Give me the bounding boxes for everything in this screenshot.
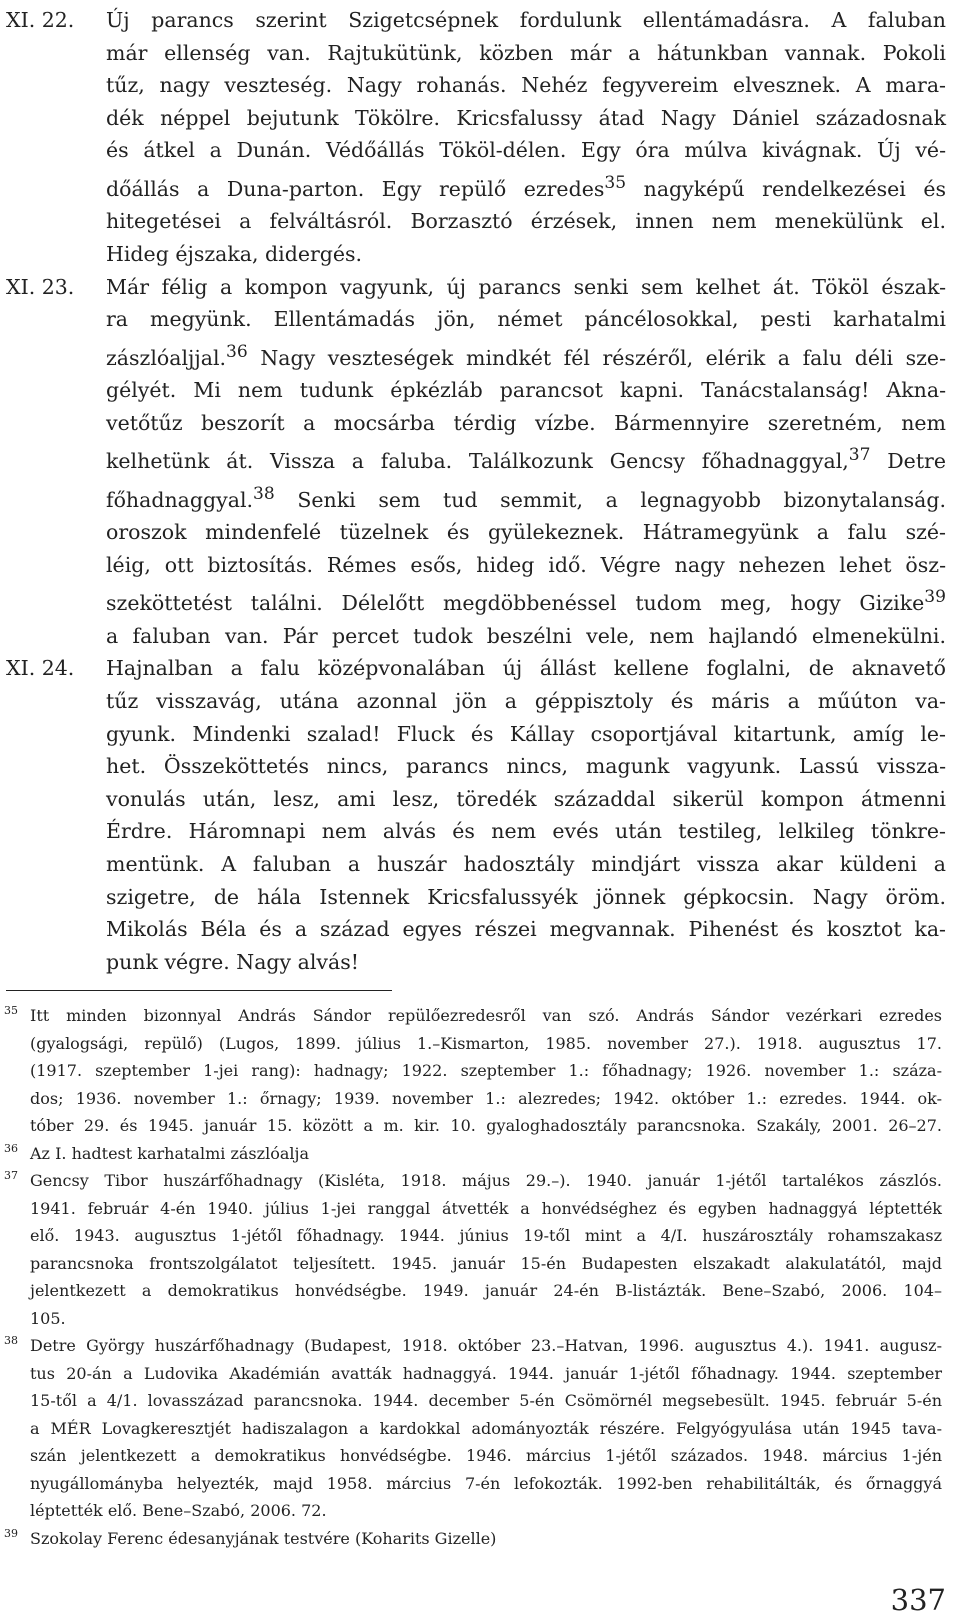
footnote-ref: 38 (253, 483, 275, 504)
footnote-text (30, 1140, 942, 1168)
footnote-line: léptették elő. Bene–Szabó, 2006. 72. (30, 1501, 327, 1520)
footnotes (4, 1002, 942, 1552)
footnote-line: dos; 1936. november 1.: őrnagy; 1939. november 1.: alezredes; 1942. október 1.: ezredes. 1944. ok- (30, 1088, 942, 1108)
text-line: punk végre. Nagy alvás! (106, 949, 359, 974)
line-part: dőállás a Duna-parton. Egy repülő ezredes (106, 176, 605, 201)
footnote-line: Detre György huszárfőhadnagy (Budapest, 1918. október 23.–Hatvan, 1996. augusztus 4.). 1941. augusz- (30, 1336, 942, 1355)
footnote-number: 35 (4, 1004, 18, 1017)
footnote (4, 1167, 942, 1332)
footnote-line: 105. (30, 1308, 66, 1328)
footnote-text (30, 1525, 942, 1553)
footnote-text (30, 1332, 942, 1525)
text-line: het. Összeköttetés nincs, parancs nincs, magunk vagyunk. Lassú vissza- (106, 754, 946, 779)
footnote-line: Szokolay Ferenc édesanyjának testvére (Koharits Gizelle) (30, 1528, 497, 1548)
footnote (4, 1140, 942, 1168)
line-part: Nagy veszteségek mindkét fél részéről, elérik a falu déli sze- (247, 345, 946, 370)
text-line (106, 478, 946, 516)
footnote-line: Az I. hadtest karhatalmi zászlóalja (30, 1143, 309, 1163)
footnote-ref: 37 (848, 445, 871, 466)
text-line: Érdre. Háromnapi nem alvás és nem evés után testileg, lelkileg tönkre- (106, 819, 946, 844)
footnote-ref: 39 (924, 587, 946, 608)
footnote-line: 15-től a 4/1. lovasszázad parancsnoka. 1944. december 5-én Csömörnél megsebesült. 1945. február 5-én (30, 1391, 942, 1410)
text-line (106, 581, 946, 619)
entry-date: XI. 22. (6, 8, 75, 32)
footnote-text (30, 1167, 942, 1332)
text-line: léig, ott biztosítás. Rémes esős, hideg idő. Végre nagy nehezen lehet ösz- (106, 552, 946, 577)
diary-entry (6, 652, 946, 978)
text-line: gyunk. Mindenki szalad! Fluck és Kállay csoportjával kitartunk, amíg le- (106, 721, 946, 746)
text-line: dék néppel bejutunk Tökölre. Kricsfalussy átad Nagy Dániel századosnak (106, 105, 946, 130)
footnote-line: (gyalogsági, repülő) (Lugos, 1899. július 1.–Kismarton, 1985. november 27.). 1918. augusztus 17. (30, 1033, 942, 1053)
diary-entry (6, 271, 946, 653)
text-line (106, 167, 946, 205)
footnote-text (30, 1002, 942, 1140)
entry-text (106, 652, 946, 978)
text-line: már ellenség van. Rajtukütünk, közben már a hátunkban vannak. Pokoli (106, 40, 946, 65)
entry-date: XI. 23. (6, 274, 75, 299)
footnote-ref: 36 (226, 341, 248, 362)
footnote-line: nyugállományba helyezték, majd 1958. március 7-én lefokozták. 1992-ben rehabilitálták, és őrnaggyá (30, 1473, 942, 1493)
diary-entries (6, 4, 946, 978)
text-line: tűz visszavág, utána azonnal jön a géppisztoly és máris a műúton va- (106, 689, 946, 714)
footnote-number: 38 (4, 1334, 18, 1347)
line-part: szeköttetést találni. Délelőtt megdöbbenéssel tudom meg, hogy Gizike (106, 591, 925, 616)
entry-text (106, 271, 946, 653)
footnote-ref: 35 (604, 172, 627, 193)
footnote-line: tóber 29. és 1945. január 15. között a m. kir. 10. gyaloghadosztály parancsnoka. Szakály, 2001. 26–27. (30, 1116, 942, 1135)
text-line: Már félig a kompon vagyunk, új parancs senki sem kelhet át. Tököl észak- (106, 274, 946, 299)
footnote-line: parancsnoka frontszolgálatot teljesített. 1945. január 15-én Budapesten elszakadt alakulatától, majd (30, 1253, 942, 1273)
text-line: Hideg éjszaka, didergés. (106, 241, 363, 266)
entry-date: XI. 24. (6, 656, 75, 681)
text-line: ra megyünk. Ellentámadás jön, német páncélosokkal, pesti karhatalmi (106, 307, 946, 332)
text-line: Új parancs szerint Szigetcsépnek fordulunk ellentámadásra. A faluban (106, 8, 946, 32)
footnote-number: 37 (4, 1169, 18, 1182)
footnote-line: 1941. február 4-én 1940. július 1-jei ranggal átvették a honvédséghez és egyben hadnaggyá léptették (30, 1198, 942, 1218)
footnote-line: (1917. szeptember 1-jei rang): hadnagy; 1922. szeptember 1.: főhadnagy; 1926. november 1.: száza- (30, 1061, 942, 1080)
line-part: főhadnaggyal. (106, 487, 254, 512)
text-line: Mikolás Béla és a század egyes részei megvannak. Pihenést és kosztot ka- (106, 917, 946, 942)
footnote (4, 1002, 942, 1140)
footnote (4, 1525, 942, 1553)
text-line: tűz, nagy veszteség. Nagy rohanás. Nehéz fegyvereim elvesznek. A mara- (106, 73, 946, 98)
text-line (106, 439, 946, 477)
text-line: vetőtűz beszorít a mocsárba térdig vízbe. Bármennyire szeretném, nem (106, 410, 946, 435)
text-line: gélyét. Mi nem tudunk épkézláb parancsot kapni. Tanácstalanság! Akna- (106, 378, 946, 403)
footnote (4, 1332, 942, 1525)
text-line: Hajnalban a falu középvonalában új állást kellene foglalni, de aknavető (106, 656, 946, 681)
line-part: nagyképű rendelkezései és (626, 176, 946, 201)
footnote-line: a MÉR Lovagkeresztjét hadiszalagon a kardokkal adományozták részére. Felgyógyulása után 1945 tava- (30, 1418, 942, 1438)
footnote-line: tus 20-án a Ludovika Akadémián avatták hadnaggyá. 1944. január 1-jétől főhadnagy. 1944. szeptember (30, 1363, 942, 1383)
text-line: vonulás után, lesz, ami lesz, töredék századdal sikerül kompon átmenni (106, 786, 946, 811)
footnote-number: 36 (4, 1141, 18, 1155)
footnote-line: jelentkezett a demokratikus honvédségbe. 1949. január 24-én B-listázták. Bene–Szabó, 2006. 104– (30, 1281, 942, 1300)
footnote-number: 39 (4, 1526, 18, 1540)
footnote-line: elő. 1943. augusztus 1-jétől főhadnagy. 1944. június 19-től mint a 4/I. huszárosztály rohamszakasz (30, 1226, 942, 1245)
footnote-divider (6, 990, 392, 991)
line-part: Senki sem tud semmit, a legnagyobb bizonytalanság. (274, 487, 946, 512)
text-line: és átkel a Dunán. Védőállás Tököl-délen. Egy óra múlva kivágnak. Új vé- (106, 138, 946, 163)
line-part: zászlóaljjal. (106, 345, 227, 370)
entry-text (106, 4, 946, 271)
line-part: Detre (870, 449, 946, 474)
footnote-line: szán jelentkezett a demokratikus honvédségbe. 1946. március 1-jétől százados. 1948. március 1-jén (30, 1446, 942, 1465)
page-number: 337 (890, 1583, 946, 1617)
footnote-line: Itt minden bizonnyal András Sándor repülőezredesről van szó. András Sándor vezérkari ezredes (30, 1006, 942, 1025)
text-line: a faluban van. Pár percet tudok beszélni vele, nem hajlandó elmenekülni. (106, 623, 946, 648)
text-line: mentünk. A faluban a huszár hadosztály mindjárt vissza akar küldeni a (106, 851, 946, 876)
text-line: oroszok mindenfelé tüzelnek és gyülekeznek. Hátramegyünk a falu szé- (106, 520, 946, 545)
text-line: hitegetései a felváltásról. Borzasztó érzések, innen nem menekülünk el. (106, 209, 946, 234)
line-part: kelhetünk át. Vissza a faluba. Találkozunk Gencsy főhadnaggyal, (106, 449, 849, 474)
footnote-line: Gencsy Tibor huszárfőhadnagy (Kisléta, 1918. május 29.–). 1940. január 1-jétől tartalékos zászlós. (30, 1171, 942, 1190)
text-line (106, 336, 946, 374)
text-line: szigetre, de hála Istennek Kricsfalussyék jönnek gépkocsin. Nagy öröm. (106, 884, 946, 909)
diary-entry (6, 4, 946, 271)
